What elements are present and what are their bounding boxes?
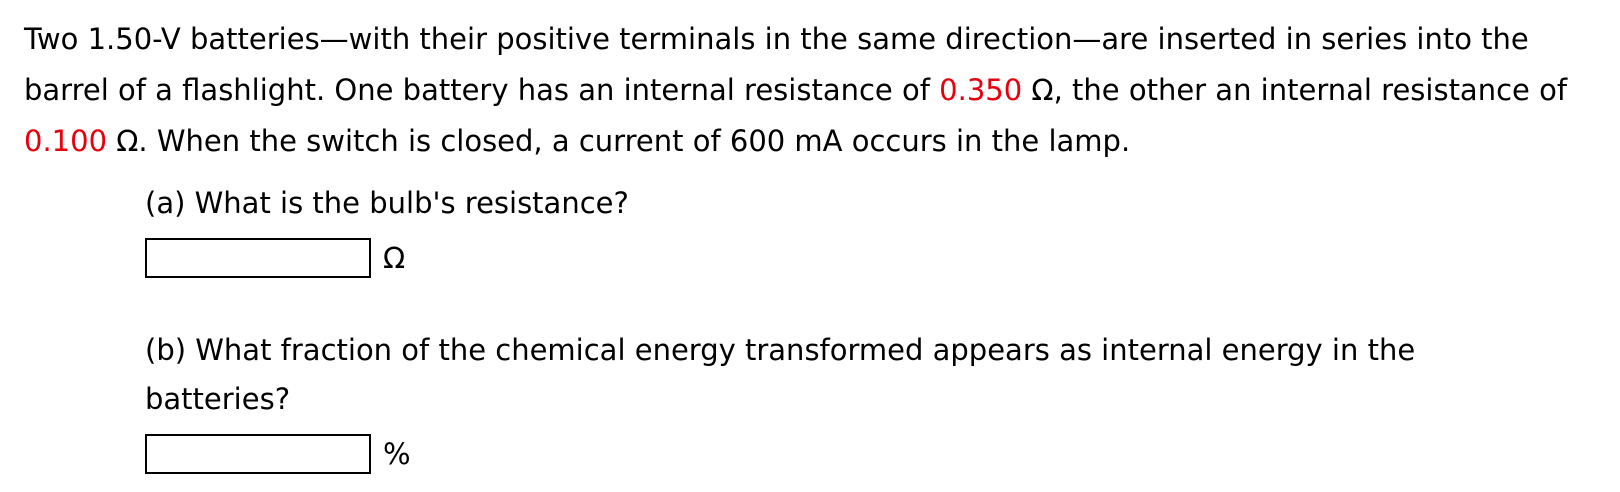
part-a [145, 179, 1596, 282]
part-a-answer-input[interactable] [145, 238, 371, 278]
problem-text-1: Two 1.50-V batteries—with their positive terminals in the same direction—are inserted in series into the barrel of a flashlight. One battery has an internal resistance of [24, 22, 1529, 107]
part-b-answer-input[interactable] [145, 434, 371, 474]
part-b [145, 326, 1596, 478]
problem-statement [24, 14, 1604, 167]
problem-text-3: Ω. When the switch is closed, a current of 600 mA occurs in the lamp. [107, 124, 1131, 158]
part-b-unit: % [383, 437, 411, 471]
part-a-question: (a) What is the bulb's resistance? [145, 186, 629, 220]
internal-resistance-1: 0.350 [939, 73, 1023, 107]
problem-text-2: Ω, the other an internal resistance of [1022, 73, 1568, 107]
internal-resistance-2: 0.100 [24, 124, 108, 158]
part-a-answer-row [145, 234, 1596, 282]
part-a-unit: Ω [383, 241, 406, 275]
part-b-question: (b) What fraction of the chemical energy transformed appears as internal energy in the batteries? [145, 333, 1416, 416]
part-b-answer-row [145, 430, 1596, 478]
